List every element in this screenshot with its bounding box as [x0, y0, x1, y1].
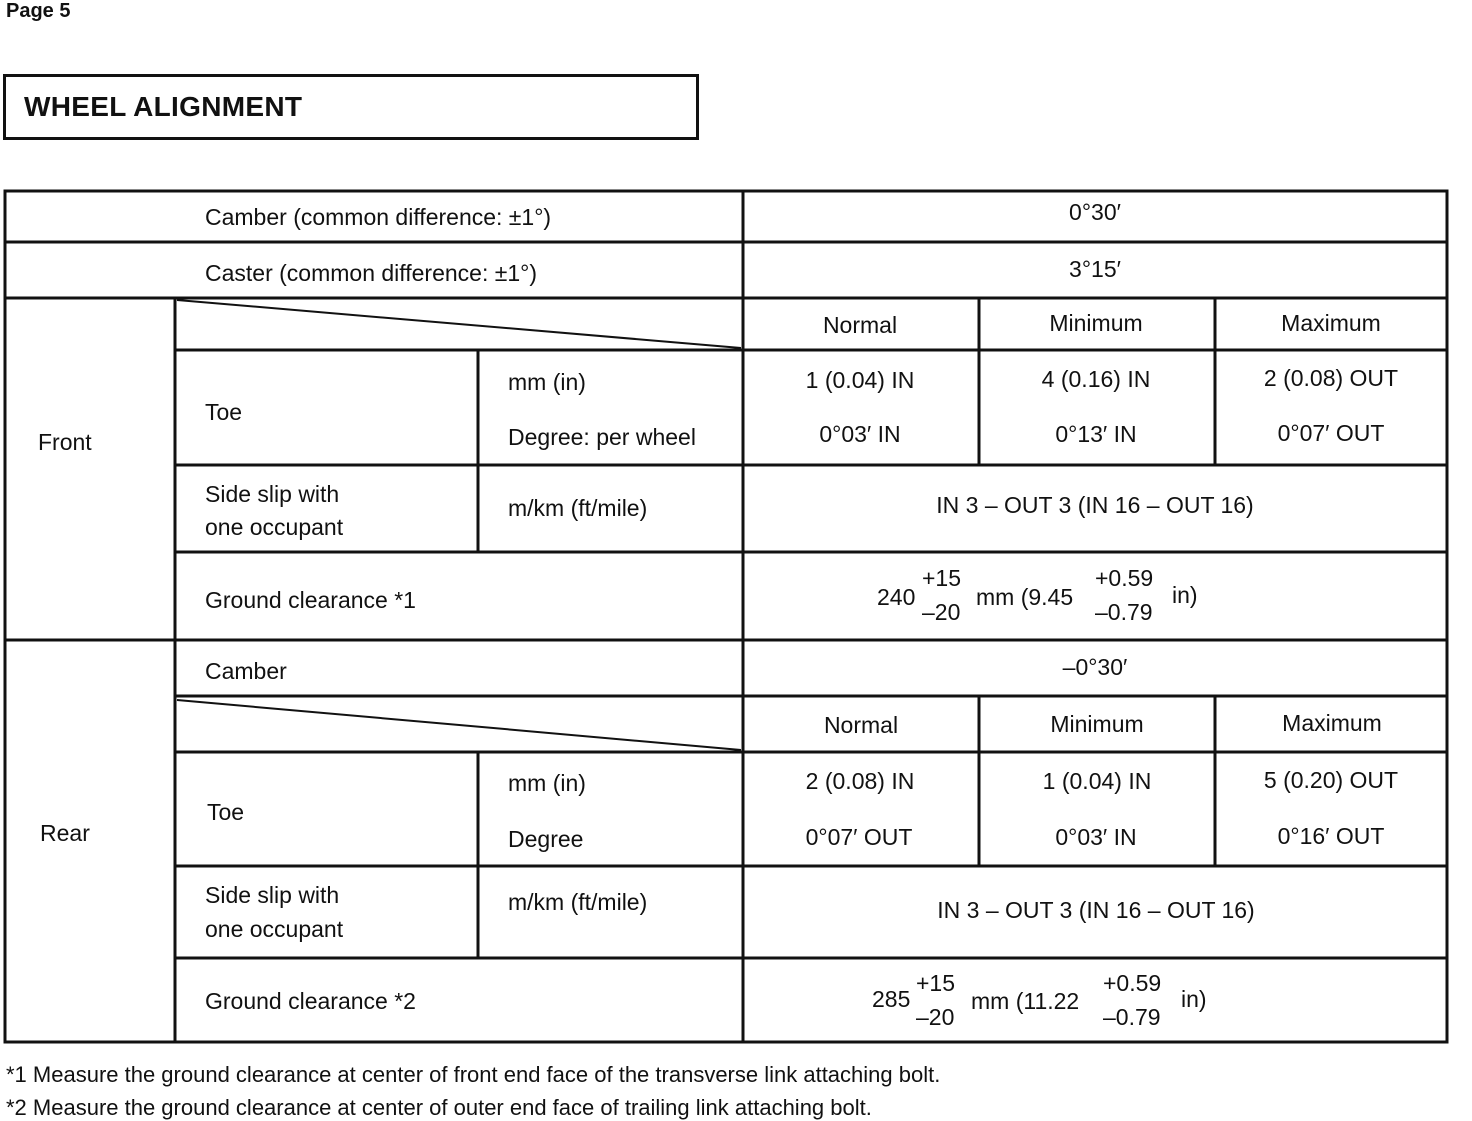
front-toe-label: Toe [205, 399, 243, 425]
caster-value: 3°15′ [1069, 256, 1121, 282]
rear-toe-label: Toe [207, 799, 245, 825]
rear-toe-mm-maximum: 5 (0.20) OUT [1263, 767, 1399, 793]
front-sideslip-label-line1: Side slip with [205, 481, 340, 507]
rear-header-diagonal [177, 700, 741, 750]
front-header-diagonal [177, 300, 741, 348]
camber-value: 0°30′ [1069, 199, 1121, 225]
footnote-1: *1 Measure the ground clearance at center of front end face of the transverse link attaching bolt. [6, 1062, 941, 1087]
rear-col-normal: Normal [823, 712, 899, 738]
rear-col-maximum: Maximum [1282, 710, 1382, 736]
rear-camber-value: –0°30′ [1062, 654, 1128, 680]
rear-ground-clearance-label: Ground clearance *2 [205, 988, 416, 1014]
front-sideslip-label-line2: one occupant [205, 514, 344, 540]
rear-sideslip-label-line2: one occupant [205, 916, 344, 942]
rear-sideslip-unit: m/km (ft/mile) [508, 889, 648, 915]
front-toe-mm-minimum: 4 (0.16) IN [1041, 366, 1151, 392]
front-toe-unit-mm: mm (in) [508, 369, 586, 395]
front-col-minimum: Minimum [1049, 310, 1143, 336]
rear-camber-label: Camber [205, 658, 287, 684]
rear-col-minimum: Minimum [1050, 711, 1144, 737]
rear-sideslip-label-line1: Side slip with [205, 882, 340, 908]
rear-label: Rear [40, 820, 90, 846]
page-number: Page 5 [6, 0, 71, 22]
front-col-maximum: Maximum [1281, 310, 1381, 336]
front-sideslip-value: IN 3 – OUT 3 (IN 16 – OUT 16) [936, 492, 1254, 518]
rear-toe-unit-deg: Degree [508, 826, 584, 852]
front-toe-deg-normal: 0°03′ IN [819, 421, 901, 447]
front-toe-mm-maximum: 2 (0.08) OUT [1263, 365, 1399, 391]
rear-toe-mm-minimum: 1 (0.04) IN [1042, 768, 1152, 794]
front-sideslip-unit: m/km (ft/mile) [508, 495, 648, 521]
camber-label: Camber (common difference: ±1°) [205, 204, 552, 230]
rear-toe-mm-normal: 2 (0.08) IN [805, 768, 915, 794]
section-title: WHEEL ALIGNMENT [24, 91, 303, 122]
front-label: Front [38, 429, 92, 455]
rear-toe-deg-maximum: 0°16′ OUT [1277, 823, 1385, 849]
front-ground-clearance-label: Ground clearance *1 [205, 587, 416, 613]
front-toe-unit-deg: Degree: per wheel [508, 424, 696, 450]
rear-sideslip-value: IN 3 – OUT 3 (IN 16 – OUT 16) [937, 897, 1255, 923]
front-toe-deg-minimum: 0°13′ IN [1055, 421, 1137, 447]
rear-toe-unit-mm: mm (in) [508, 770, 586, 796]
rear-toe-deg-normal: 0°07′ OUT [805, 824, 913, 850]
front-toe-mm-normal: 1 (0.04) IN [805, 367, 915, 393]
footnote-2: *2 Measure the ground clearance at center of outer end face of trailing link attaching bolt. [6, 1095, 872, 1120]
rear-toe-deg-minimum: 0°03′ IN [1055, 824, 1137, 850]
front-toe-deg-maximum: 0°07′ OUT [1277, 420, 1385, 446]
caster-label: Caster (common difference: ±1°) [205, 260, 538, 286]
front-col-normal: Normal [822, 312, 898, 338]
